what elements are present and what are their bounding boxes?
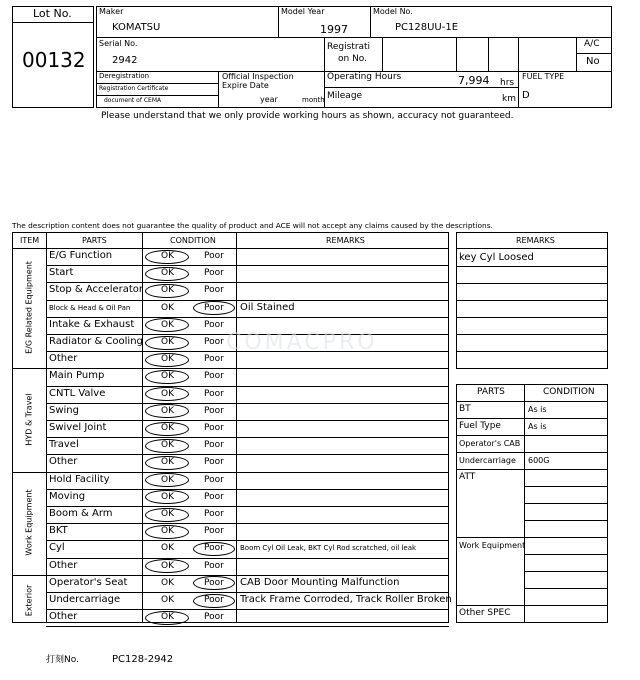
- ac-value: No: [586, 56, 600, 67]
- bt-value: As is: [528, 405, 547, 414]
- ok-option: OK: [161, 457, 174, 468]
- part-name: Boom & Arm: [49, 508, 113, 519]
- part-name: Stop & Accelerator: [49, 284, 144, 296]
- ok-option: OK: [161, 388, 174, 399]
- side-condition-header: CONDITION: [543, 387, 595, 397]
- col-condition-header: CONDITION: [170, 236, 216, 245]
- poor-option: Poor: [204, 388, 224, 399]
- part-name: Other: [49, 456, 78, 468]
- selected-condition-circle: [145, 250, 189, 264]
- selected-condition-circle: [145, 422, 189, 436]
- ok-option: OK: [161, 612, 174, 623]
- inspection-label-2: Expire Date: [222, 81, 269, 90]
- group-label: Exterior: [24, 584, 34, 616]
- part-name: Other: [49, 353, 78, 365]
- poor-option: Poor: [204, 251, 224, 261]
- col-item-header: ITEM: [20, 236, 40, 245]
- ok-option: OK: [161, 577, 174, 588]
- fuel-type-label: FUEL TYPE: [522, 72, 565, 81]
- ok-option: OK: [161, 319, 174, 330]
- dereg-sub-1: Registration Certificate: [99, 85, 169, 92]
- fuel-type-row-label: Fuel Type: [459, 421, 501, 431]
- model-year-label: Model Year: [281, 7, 325, 16]
- mileage-label: Mileage: [327, 91, 363, 101]
- lot-label: Lot No.: [33, 7, 72, 20]
- poor-option: Poor: [204, 337, 224, 347]
- ok-option: OK: [161, 354, 174, 365]
- selected-condition-circle: [145, 284, 189, 298]
- col-remarks-header: REMARKS: [326, 236, 365, 245]
- inspection-label: Official Inspection: [222, 72, 294, 81]
- ok-option: OK: [161, 423, 174, 433]
- model-no-value: PC128UU-1E: [395, 22, 459, 33]
- poor-option: Poor: [204, 509, 224, 519]
- poor-option: Poor: [204, 526, 224, 537]
- part-name: Swivel Joint: [49, 422, 107, 433]
- poor-option: Poor: [204, 491, 224, 502]
- disclaimer: The description content does not guarantee the quality of product and ACE will not accept any claims caused by the descriptions.: [12, 221, 493, 230]
- ok-option: OK: [161, 251, 174, 261]
- part-name: Start: [49, 267, 74, 279]
- poor-option: Poor: [204, 474, 224, 485]
- poor-option: Poor: [204, 302, 224, 313]
- part-name: Intake & Exhaust: [49, 318, 135, 330]
- selected-condition-circle: [193, 594, 235, 608]
- ok-option: OK: [161, 543, 174, 554]
- col-parts-header: PARTS: [82, 236, 107, 245]
- part-name: Hold Facility: [49, 473, 110, 485]
- ok-option: OK: [161, 491, 174, 502]
- bt-label: BT: [459, 404, 471, 414]
- fuel-type-row-value: As is: [528, 422, 547, 431]
- ok-option: OK: [161, 337, 174, 347]
- remark-text: Boom Cyl Oil Leak, BKT Cyl Rod scratched, oil leak: [240, 544, 417, 553]
- lot-number: 00132: [22, 48, 86, 72]
- selected-condition-circle: [145, 508, 189, 522]
- serial-label: Serial No.: [99, 39, 138, 48]
- poor-option: Poor: [204, 268, 224, 279]
- selected-condition-circle: [145, 267, 189, 281]
- part-name: Moving: [49, 490, 86, 502]
- poor-option: Poor: [204, 543, 224, 554]
- att-label: ATT: [459, 472, 476, 482]
- ok-option: OK: [161, 526, 174, 537]
- ok-option: OK: [161, 474, 174, 485]
- part-name: E/G Function: [49, 250, 113, 261]
- selected-condition-circle: [193, 542, 235, 556]
- group-label: E/G Related Equipment: [24, 261, 34, 355]
- undercarriage-label: Undercarriage: [459, 456, 516, 465]
- selected-condition-circle: [145, 336, 189, 350]
- hours-label: Operating Hours: [327, 72, 402, 82]
- ok-option: OK: [161, 371, 174, 382]
- part-name: Swing: [49, 404, 79, 416]
- month-label: month: [302, 96, 325, 104]
- selected-condition-circle: [145, 370, 189, 384]
- stamp-value: PC128-2942: [112, 654, 174, 665]
- ok-option: OK: [161, 405, 174, 416]
- poor-option: Poor: [204, 440, 224, 451]
- stamp-label: 打刻No.: [46, 655, 79, 665]
- poor-option: Poor: [204, 319, 224, 330]
- poor-option: Poor: [204, 612, 224, 623]
- side-parts-header: PARTS: [477, 387, 505, 397]
- part-name: CNTL Valve: [49, 387, 106, 399]
- ok-option: OK: [161, 595, 174, 605]
- ok-option: OK: [161, 302, 174, 313]
- serial-value: 2942: [112, 55, 138, 66]
- part-name: Radiator & Cooling: [49, 336, 143, 347]
- selected-condition-circle: [145, 611, 189, 625]
- watermark: COMACPRO: [226, 330, 378, 355]
- selected-condition-circle: [145, 353, 189, 367]
- mileage-unit: km: [502, 94, 516, 104]
- ok-option: OK: [161, 509, 174, 519]
- part-name: Block & Head & Oil Pan: [49, 303, 131, 312]
- selected-condition-circle: [145, 525, 189, 539]
- side-remarks-header: REMARKS: [516, 236, 555, 245]
- part-name: Other: [49, 559, 78, 571]
- hours-value: 7,994: [458, 74, 490, 87]
- year-label: year: [260, 95, 278, 104]
- part-name: BKT: [49, 525, 68, 537]
- registration-label: Registrati: [327, 42, 371, 52]
- maker-label: Maker: [99, 7, 124, 16]
- poor-option: Poor: [204, 371, 224, 382]
- poor-option: Poor: [204, 560, 224, 571]
- dereg-label: Deregistration: [99, 72, 150, 80]
- poor-option: Poor: [204, 285, 224, 296]
- poor-option: Poor: [204, 595, 224, 605]
- undercarriage-value: 600G: [528, 456, 550, 465]
- ac-label: A/C: [584, 39, 600, 49]
- poor-option: Poor: [204, 354, 224, 365]
- ok-option: OK: [161, 560, 174, 571]
- poor-option: Poor: [204, 423, 224, 433]
- part-name: Travel: [49, 439, 79, 451]
- hours-notice: Please understand that we only provide working hours as shown, accuracy not guaranteed.: [101, 111, 514, 121]
- registration-label-2: on No.: [338, 54, 368, 64]
- poor-option: Poor: [204, 457, 224, 468]
- side-remark-1: key Cyl Loosed: [459, 252, 534, 263]
- selected-condition-circle: [145, 439, 189, 453]
- selected-condition-circle: [145, 456, 189, 470]
- maker-value: KOMATSU: [112, 22, 161, 33]
- part-name: Operator's Seat: [49, 576, 128, 588]
- part-name: Main Pump: [49, 370, 105, 382]
- ok-option: OK: [161, 268, 174, 279]
- remark-text: Track Frame Corroded, Track Roller Broken: [240, 594, 452, 605]
- poor-option: Poor: [204, 577, 224, 588]
- model-year-value: 1997: [320, 23, 348, 36]
- remark-text: Oil Stained: [240, 301, 295, 313]
- part-name: Cyl: [49, 542, 65, 554]
- work-equipment-label: Work Equipment: [459, 541, 526, 550]
- group-label: Work Equipment: [24, 489, 34, 556]
- part-name: Undercarriage: [49, 594, 121, 605]
- operator-cab-label: Operator's CAB: [459, 439, 521, 448]
- part-name: Other: [49, 611, 78, 623]
- hours-unit: hrs: [500, 78, 515, 88]
- poor-option: Poor: [204, 405, 224, 416]
- remark-text: CAB Door Mounting Malfunction: [240, 576, 400, 588]
- dereg-sub-2: document of CEMA: [104, 97, 162, 104]
- fuel-type-value: D: [522, 90, 530, 101]
- group-label: HYD & Travel: [24, 393, 34, 446]
- other-spec-label: Other SPEC: [459, 608, 511, 618]
- ok-option: OK: [161, 285, 174, 296]
- ok-option: OK: [161, 440, 174, 451]
- model-no-label: Model No.: [373, 7, 413, 16]
